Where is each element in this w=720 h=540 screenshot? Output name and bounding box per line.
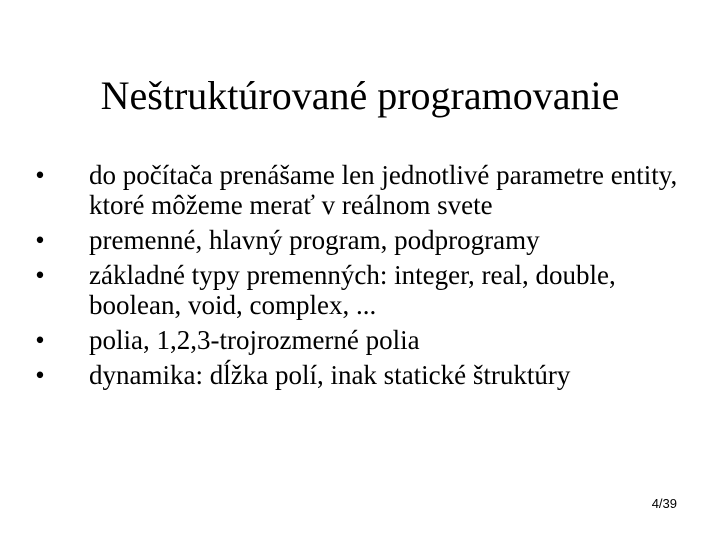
bullet-item	[30, 325, 700, 355]
bullet-dot-icon: •	[35, 325, 45, 355]
bullet-dot-icon: •	[35, 225, 45, 255]
bullet-list	[30, 160, 700, 395]
slide-title: Neštruktúrované programovanie	[100, 73, 620, 118]
page-number: 4/39	[651, 496, 677, 511]
bullet-item	[30, 225, 700, 255]
bullet-text: dynamika: dĺžka polí, inak statické štruktúry	[89, 360, 571, 390]
bullet-item	[30, 360, 700, 390]
bullet-text: polia, 1,2,3-trojrozmerné polia	[89, 325, 420, 355]
bullet-dot-icon: •	[35, 360, 45, 390]
bullet-dot-icon: •	[35, 160, 45, 190]
bullet-text: do počítača prenášame len jednotlivé parametre entity, ktoré môžeme merať v reálnom svete	[89, 160, 678, 220]
bullet-text: premenné, hlavný program, podprogramy	[89, 225, 540, 255]
bullet-text: základné typy premenných: integer, real, double, boolean, void, complex, ...	[89, 260, 616, 320]
bullet-item	[30, 160, 700, 220]
bullet-dot-icon: •	[35, 260, 45, 290]
bullet-item	[30, 260, 700, 320]
